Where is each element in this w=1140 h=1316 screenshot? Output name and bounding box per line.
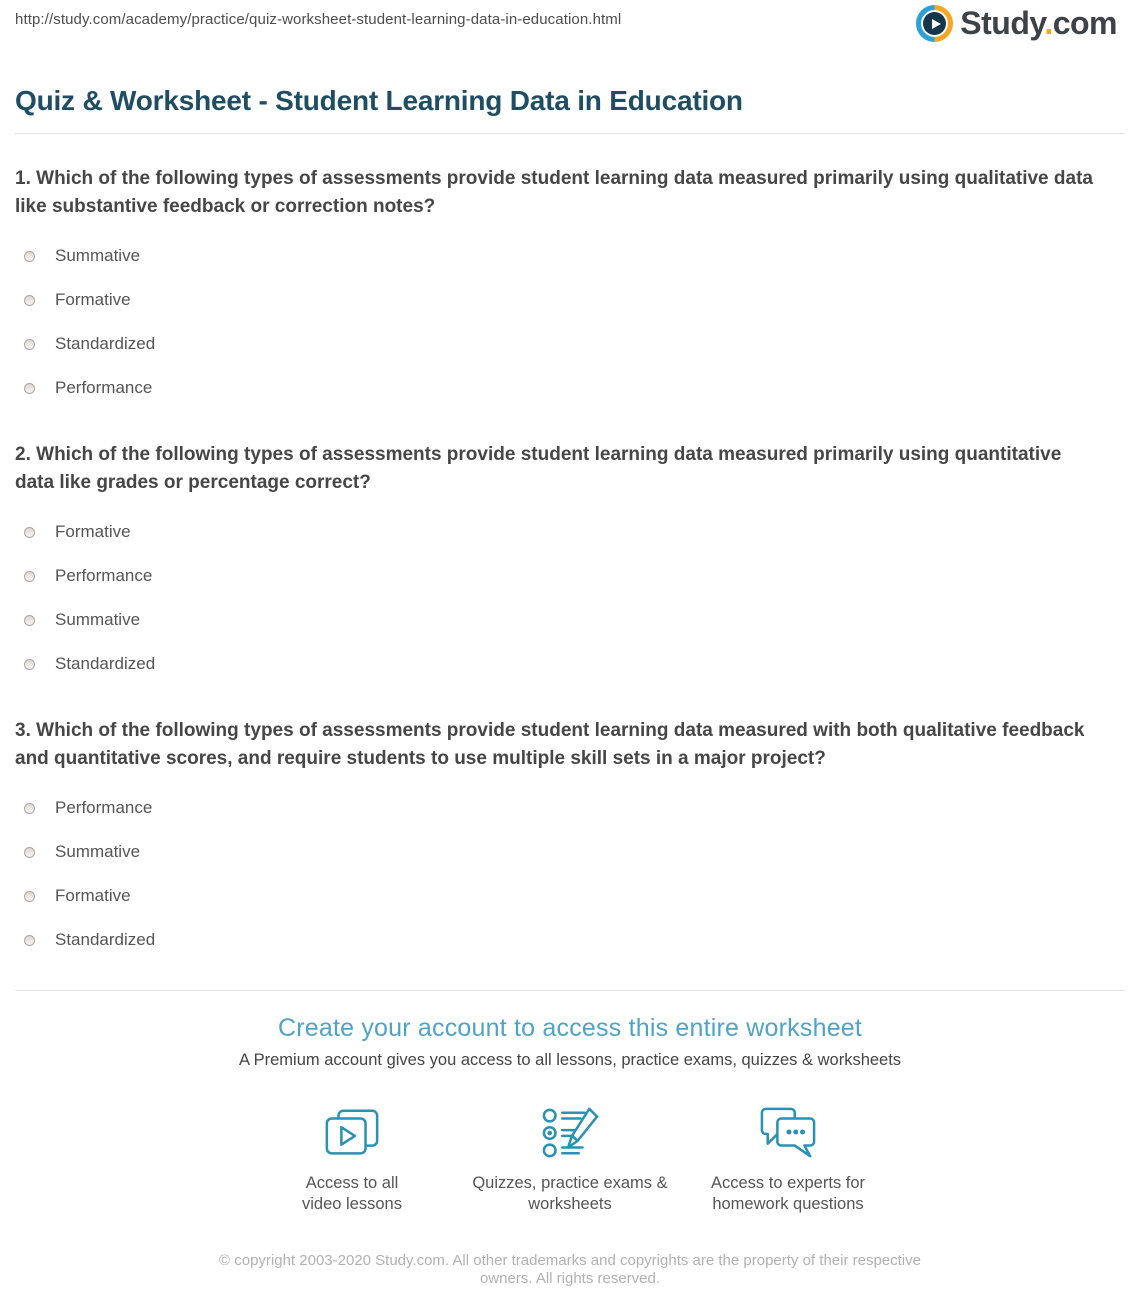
play-circle-logo-icon: [916, 5, 953, 42]
radio-button-icon[interactable]: [24, 615, 35, 626]
radio-button-icon[interactable]: [24, 935, 35, 946]
radio-button-icon[interactable]: [24, 847, 35, 858]
quiz-option[interactable]: Performance: [15, 786, 1125, 830]
radio-button-icon[interactable]: [24, 339, 35, 350]
studycom-logo[interactable]: [916, 5, 1117, 42]
quiz-option[interactable]: Summative: [15, 830, 1125, 874]
feature-label: Access to experts for homework questions: [710, 1174, 866, 1213]
question-text: 1. Which of the following types of assessments provide student learning data measured primarily using qualitative data like substantive feedback or correction notes?: [15, 168, 1093, 217]
feature-label: Quizzes, practice exams & worksheets: [472, 1174, 668, 1213]
quiz-option[interactable]: Standardized: [15, 322, 1125, 366]
radio-button-icon[interactable]: [24, 383, 35, 394]
quiz-option[interactable]: Performance: [15, 554, 1125, 598]
quiz-option[interactable]: Formative: [15, 278, 1125, 322]
feature-expert-help: [679, 1103, 897, 1215]
experts-chat-icon: [758, 1103, 818, 1161]
video-lessons-icon: [323, 1103, 381, 1161]
quiz-option[interactable]: Formative: [15, 874, 1125, 918]
radio-button-icon[interactable]: [24, 571, 35, 582]
feature-label: Access to all video lessons: [302, 1174, 402, 1213]
cta-subheading: A Premium account gives you access to all lessons, practice exams, quizzes & worksheets: [238, 1051, 902, 1069]
quiz-option[interactable]: Standardized: [15, 918, 1125, 962]
radio-button-icon[interactable]: [24, 891, 35, 902]
quiz-option[interactable]: Summative: [15, 598, 1125, 642]
content-divider: [15, 990, 1125, 991]
quiz-option[interactable]: Summative: [15, 234, 1125, 278]
question-3: [15, 717, 1125, 962]
logo-wordmark: Study.com: [960, 5, 1117, 41]
question-1: [15, 165, 1125, 410]
page-url: http://study.com/academy/practice/quiz-worksheet-student-learning-data-in-education.html: [15, 11, 622, 28]
title-divider: [15, 133, 1125, 134]
question-text: 2. Which of the following types of assessments provide student learning data measured primarily using quantitative data like grades or percentage correct?: [15, 444, 1062, 493]
quizzes-worksheets-icon: [540, 1103, 600, 1161]
feature-video-lessons: [243, 1103, 461, 1215]
radio-button-icon[interactable]: [24, 527, 35, 538]
radio-button-icon[interactable]: [24, 251, 35, 262]
feature-row: [15, 1103, 1125, 1215]
feature-quizzes-worksheets: [461, 1103, 679, 1215]
cta-heading[interactable]: Create your account to access this entire worksheet: [277, 1014, 863, 1042]
quiz-option[interactable]: Formative: [15, 510, 1125, 554]
question-text: 3. Which of the following types of assessments provide student learning data measured with both qualitative feedback and quantitative scores, and require students to use multiple skill sets in a major project?: [15, 720, 1085, 769]
question-2: [15, 441, 1125, 686]
radio-button-icon[interactable]: [24, 659, 35, 670]
page-header: [15, 0, 1125, 58]
copyright-notice: © copyright 2003-2020 Study.com. All other trademarks and copyrights are the property of their respective owners. All rights reserved.: [219, 1252, 921, 1287]
quiz-option[interactable]: Performance: [15, 366, 1125, 410]
page-title: Quiz & Worksheet - Student Learning Data in Education: [15, 85, 743, 116]
create-account-section: [15, 1014, 1125, 1215]
radio-button-icon[interactable]: [24, 295, 35, 306]
radio-button-icon[interactable]: [24, 803, 35, 814]
quiz-option[interactable]: Standardized: [15, 642, 1125, 686]
